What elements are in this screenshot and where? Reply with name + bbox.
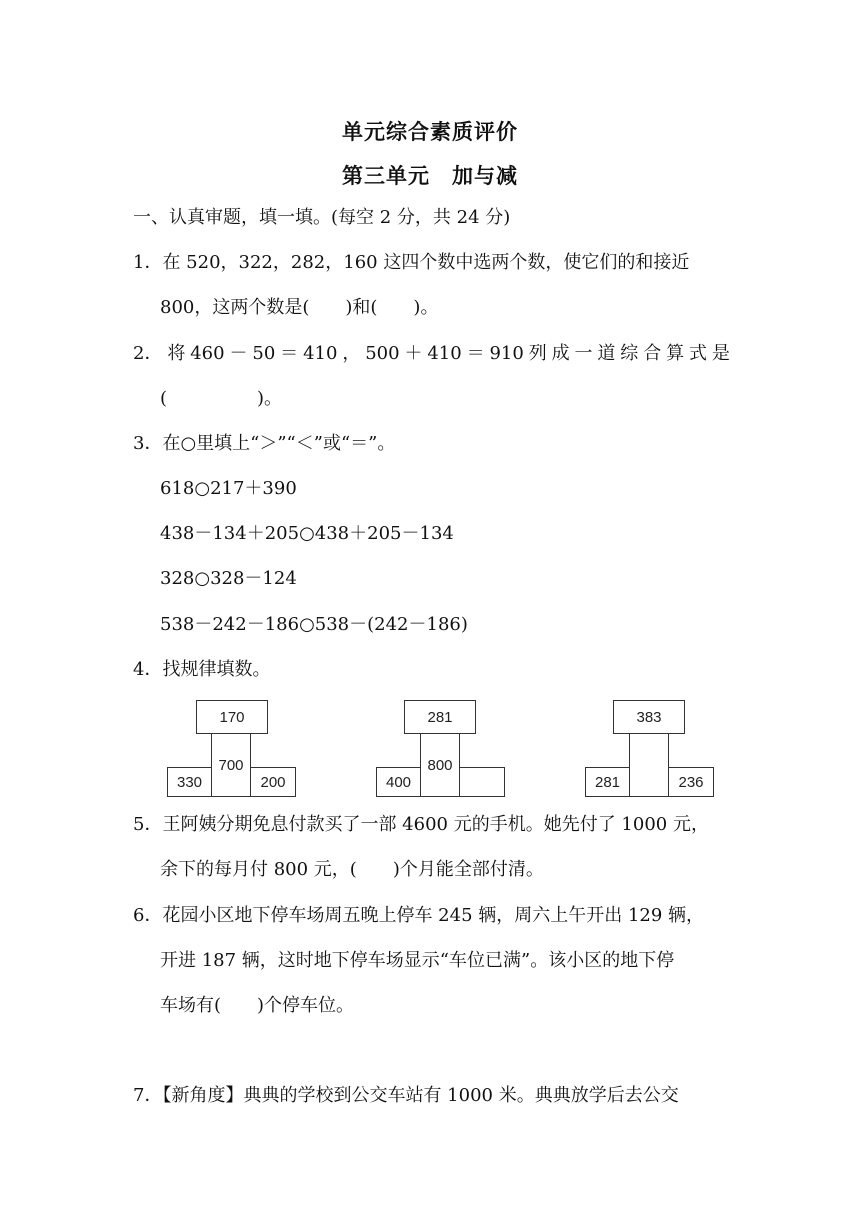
question-2-token: 成 (551, 343, 570, 364)
question-5-line-2: 余下的每月付 800 元，( )个月能全部付清。 (160, 859, 544, 880)
page-title: 单元综合素质评价 (342, 120, 518, 144)
question-2-token: 道 (597, 343, 616, 364)
question-2-token: － (229, 343, 248, 364)
question-5-line-1: 5．王阿姨分期免息付款买了一部 4600 元的手机。她先付了 1000 元， (133, 814, 709, 835)
puzzle-right-cell (459, 767, 505, 797)
question-2-token: 410 (303, 343, 338, 364)
question-7-line-1: 7．【新角度】典典的学校到公交车站有 1000 米。典典放学后去公交 (133, 1085, 679, 1106)
question-2-token: 将 (167, 343, 186, 364)
question-2-token: ， (342, 343, 361, 364)
puzzle-left-cell: 281 (585, 767, 630, 797)
question-2-token: 910 (489, 343, 524, 364)
question-2-token: 460 (190, 343, 225, 364)
question-6-line-3: 车场有( )个停车位。 (160, 995, 355, 1016)
question-1-line-2: 800，这两个数是( )和( )。 (160, 297, 439, 318)
puzzle-top-cell: 170 (196, 700, 268, 734)
question-2-token: 2． (133, 343, 163, 364)
question-4-prompt: 4．找规律填数。 (133, 659, 271, 680)
puzzle-top-cell: 281 (404, 700, 476, 734)
puzzle-middle-cell: 800 (420, 733, 460, 797)
comparison-item: 618○217＋390 (160, 478, 297, 499)
puzzle-top-cell: 383 (613, 700, 685, 734)
question-6-line-2: 开进 187 辆，这时地下停车场显示“车位已满”。该小区的地下停 (160, 950, 675, 971)
question-2-token: 列 (528, 343, 547, 364)
comparison-item: 538－242－186○538－(242－186) (160, 614, 468, 635)
question-2-token: 一 (574, 343, 593, 364)
question-3-prompt: 3．在○里填上“＞”“＜”或“＝”。 (133, 433, 396, 454)
unit-subtitle: 第三单元 加与减 (342, 164, 518, 188)
question-1-line-1: 1．在 520，322，282，160 这四个数中选两个数，使它们的和接近 (133, 252, 690, 273)
question-6-line-1: 6．花园小区地下停车场周五晚上停车 245 辆，周六上午开出 129 辆， (133, 905, 705, 926)
question-2-token: ＝ (280, 343, 299, 364)
question-2-token: 式 (688, 343, 707, 364)
question-2-token: 410 (427, 343, 462, 364)
puzzle-middle-cell (629, 733, 669, 797)
comparison-item: 438－134＋205○438＋205－134 (160, 523, 454, 544)
question-2-token: 算 (666, 343, 685, 364)
puzzle-right-cell: 236 (668, 767, 714, 797)
question-2-line-1 (133, 342, 730, 366)
puzzle-right-cell: 200 (250, 767, 296, 797)
question-2-line-2: ( )。 (160, 388, 283, 409)
comparison-item: 328○328－124 (160, 568, 297, 589)
question-2-token: ＋ (404, 343, 423, 364)
question-2-token: 综 (620, 343, 639, 364)
question-2-token: 合 (643, 343, 662, 364)
section-heading: 一、认真审题，填一填。(每空 2 分，共 24 分) (133, 207, 511, 228)
puzzle-left-cell: 400 (376, 767, 421, 797)
question-2-token: 是 (711, 343, 730, 364)
puzzle-left-cell: 330 (167, 767, 212, 797)
puzzle-middle-cell: 700 (211, 733, 251, 797)
question-2-token: ＝ (466, 343, 485, 364)
question-2-token: 50 (252, 343, 276, 364)
question-2-token: 500 (365, 343, 400, 364)
